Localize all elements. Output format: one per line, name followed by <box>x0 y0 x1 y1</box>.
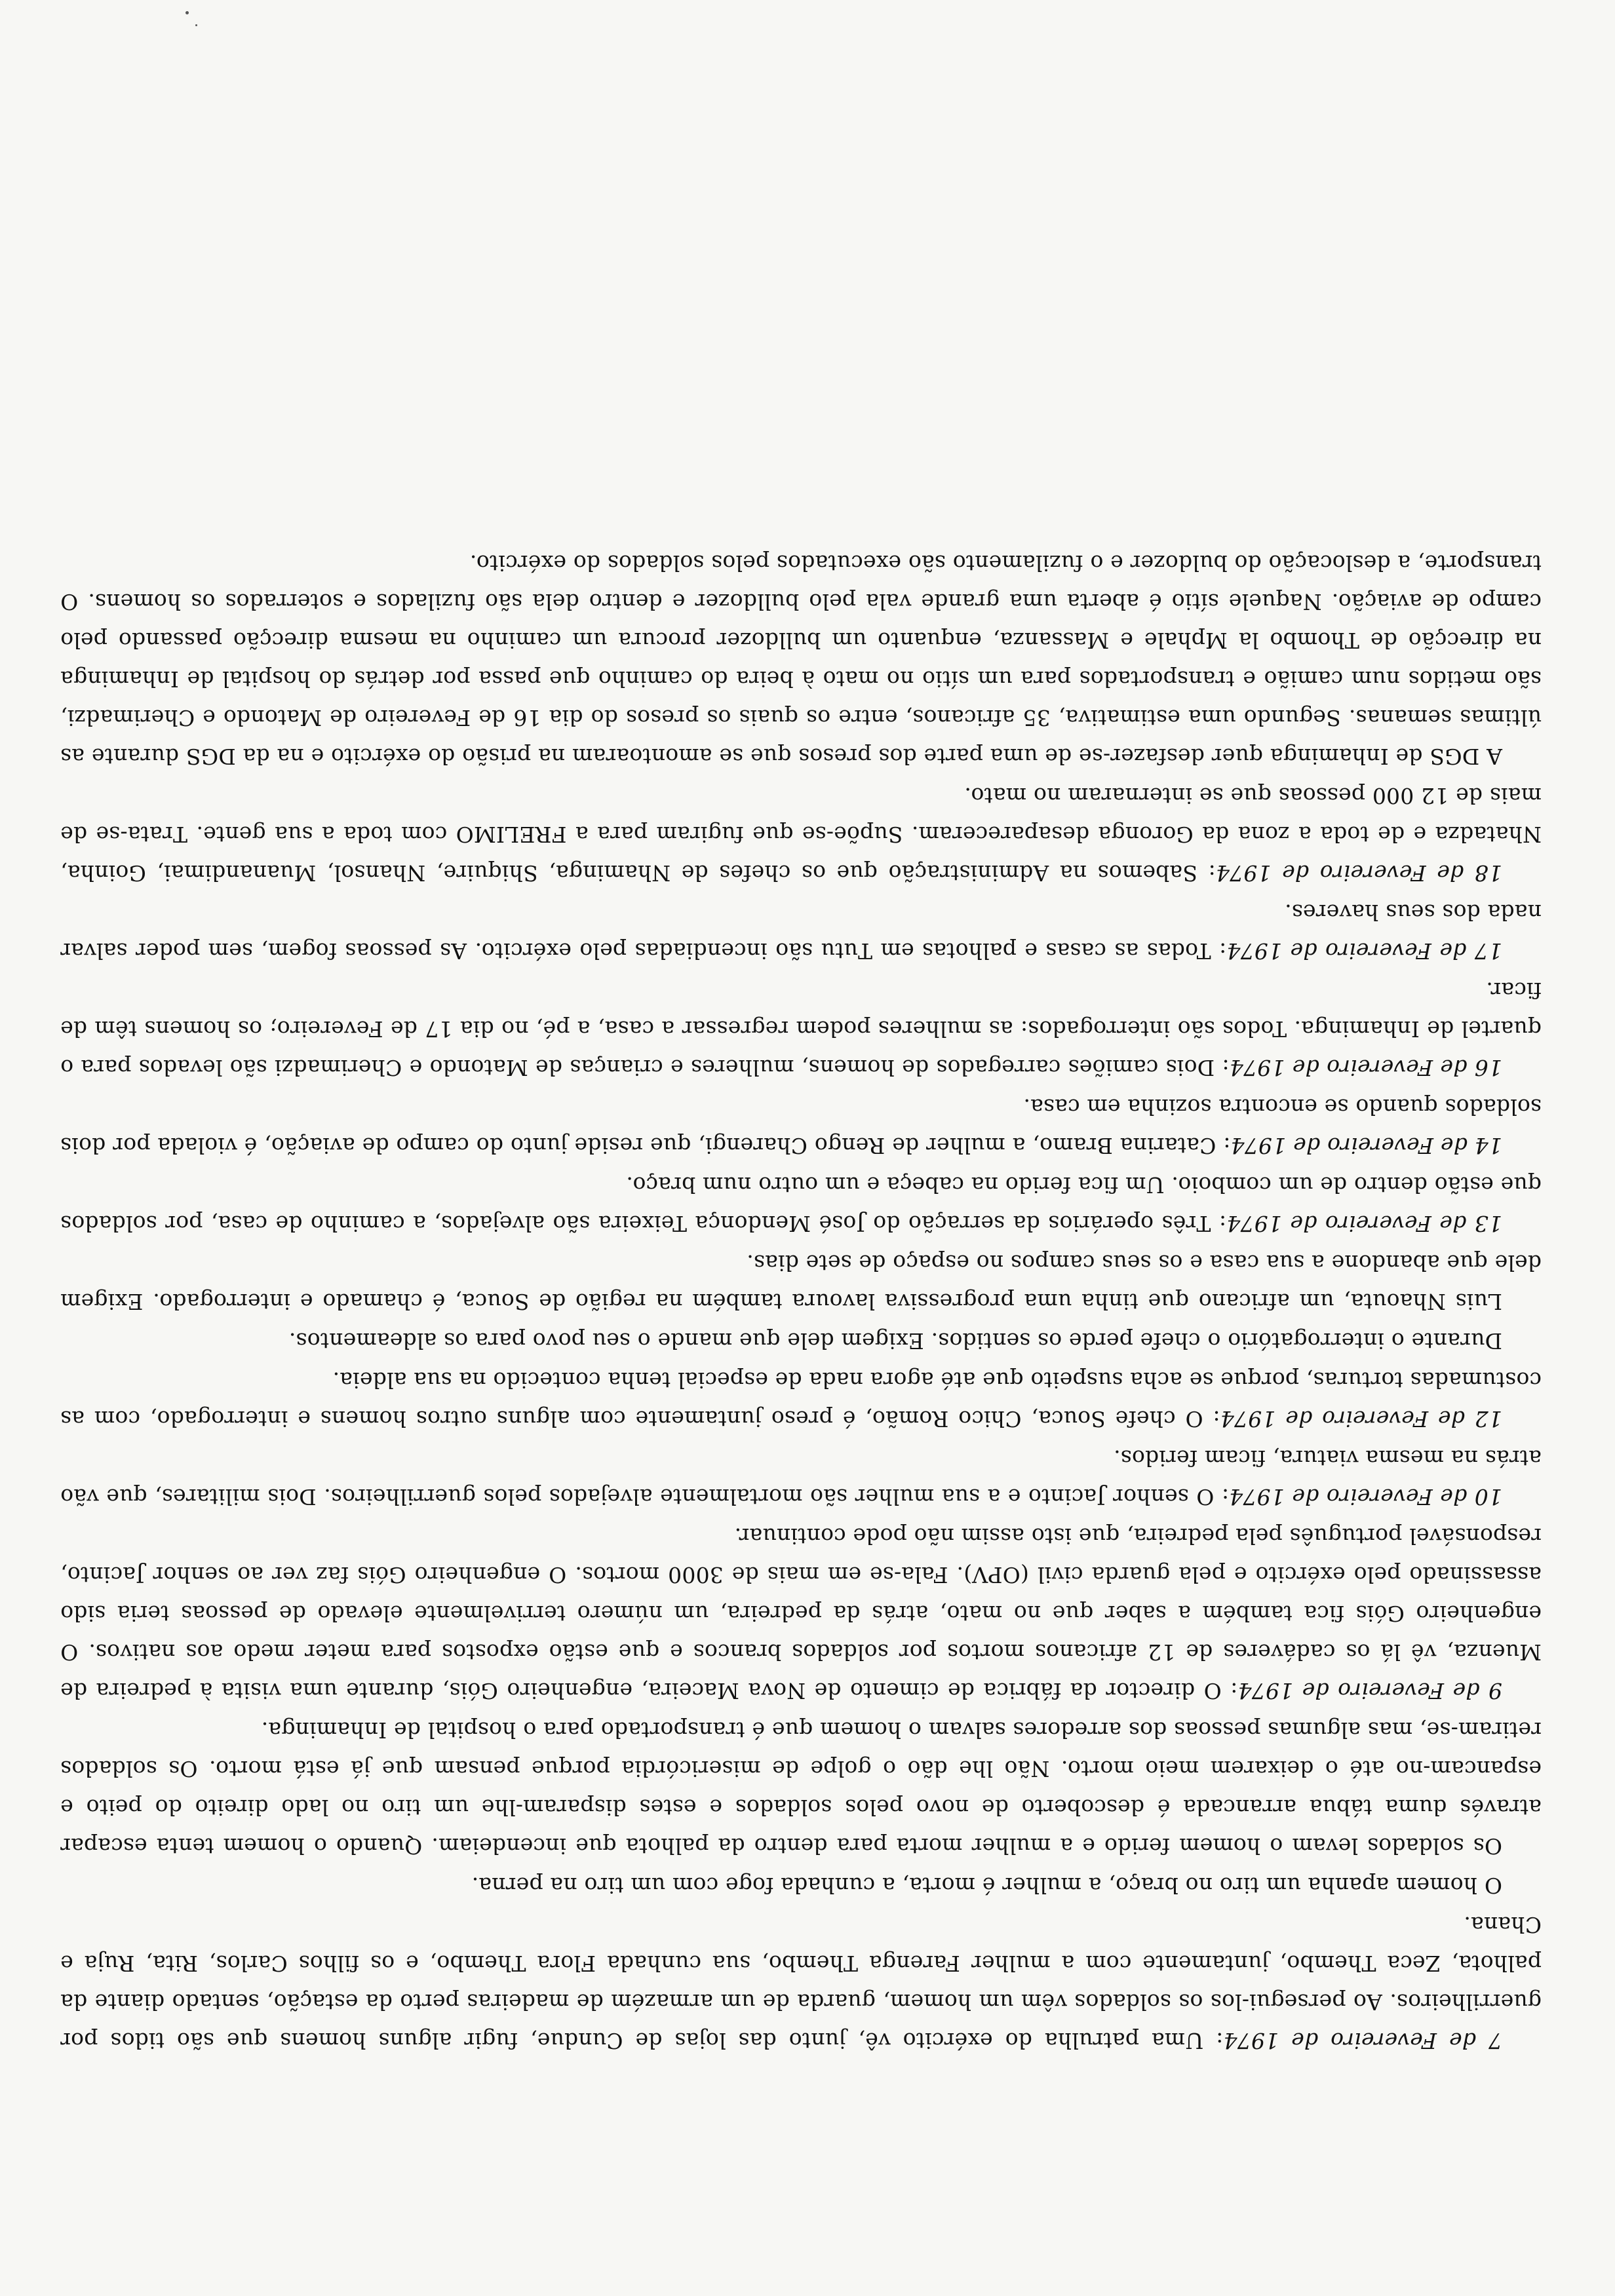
paragraph <box>60 1517 1542 1710</box>
scan-speck <box>195 24 197 26</box>
entry-date: 13 de Fevereiro de 1974 <box>1226 1211 1502 1236</box>
paragraph-text: : Uma patrulha do exército vê, junto das lojas de Cundue, fugir alguns homens que são tidos por guerrilheiros. Ao persegui-los os soldados vêm um homem, guarda de um armazém de madeiras perto da estação, sentado diante da palhota, Zeca Thembo, juntamente com a mulher Farenga Thembo, sua cunhada Flora Thembo, e os filhos Carlos, Rita, Ruja e Chana. <box>60 1912 1542 2054</box>
paragraph <box>60 1244 1542 1321</box>
paragraph-text: : Catarina Bramo, a mulher de Rengo Charengi, que reside junto do campo de aviação, é violada por dois soldados quando se encontra sozinha em casa. <box>60 1094 1542 1158</box>
paragraph <box>60 1711 1542 1866</box>
paragraph-text: O homem apanha um tiro no braço, a mulher é morta, a cunhada foge com um tiro na perna. <box>471 1873 1502 1898</box>
paragraph <box>60 1905 1542 2060</box>
entry-date: 17 de Fevereiro de 1974 <box>1226 938 1502 964</box>
paragraph-text: : O senhor Jacinto e a sua mulher são mortalmente alvejados pelos guerrilheiros. Dois militares, que vão atrás na mesma viatura, ficam feridos. <box>60 1445 1542 1510</box>
paragraph-text: : O director da fábrica de cimento de Nova Maceira, engenheiro Góis, durante uma visita à pedreira de Muenza, vê lá os cadáveres de 12 africanos mortos por soldados brancos e que estão expostos para meter medo aos nativos. O engenheiro Góis fica também a saber que no mato, atrás da pedreira, um número terrivelmente elevado de pessoas teria sido assassinado pelo exército e pela guarda civil (OPV). Fala-se em mais de 3000 mortos. O engenheiro Góis faz ver ao senhor Jacinto, responsável português pela pedreira, que isto assim não pode continuar. <box>60 1523 1542 1704</box>
paragraph-text: : O chefe Souca, Chico Romão, é preso juntamente com alguns outros homens e interrogado, com as costumadas torturas, porque se acha suspeito que até agora nada de especial tenha contecido na sua aldeia. <box>60 1368 1542 1432</box>
entry-date: 16 de Fevereiro de 1974 <box>1229 1055 1502 1081</box>
paragraph-text: : Todas as casas e palhotas em Tutu são incendiadas pelo exército. As pessoas fogem, sem poder salvar nada dos seus haveres. <box>60 900 1542 964</box>
paragraph <box>60 1361 1542 1438</box>
paragraph <box>60 1166 1542 1243</box>
paragraph <box>60 1439 1542 1516</box>
scan-speck <box>185 11 189 14</box>
paragraph <box>60 971 1542 1087</box>
paragraph-text: Durante o interrogatório o chefe perde os sentidos. Exigem dele que mande o seu povo para os aldeamentos. <box>288 1328 1502 1354</box>
document-body <box>60 543 1542 2060</box>
entry-date: 9 de Fevereiro de 1974 <box>1237 1678 1502 1704</box>
paragraph <box>60 1866 1542 1905</box>
paragraph <box>60 544 1542 776</box>
paragraph <box>60 1322 1542 1360</box>
paragraph-text: : Sabemos na Administração que os chefes de Nhaminga, Shiquire, Nhansol, Muanandimai, Goinha, Nhatadza e de toda a zona da Goronga desapareceram. Supõe-se que fugiram para a FRELIMO com toda a sua gente. Trata-se de mais de 12 000 pessoas que se internaram no mato. <box>60 783 1542 886</box>
entry-date: 14 de Fevereiro de 1974 <box>1230 1133 1502 1158</box>
paragraph-text: A DGS de Inhaminga quer desfazer-se de uma parte dos presos que se amontoaram na prisão do exército e na da DGS durante as últimas semanas. Segundo uma estimativa, 35 africanos, entre os quais os presos do dia 16 de Fevereiro de Matondo e Cherimadzi, são metidos num camião e transportados para um sítio no mato à beira do caminho que passa por detrás do hospital de Inhaminga na direcção de Thombo la Mphale e Massanza, enquanto um bulldozer procura um caminho na mesma direcção passando pelo campo de aviação. Naquele sítio é aberta uma grande vala pelo bulldozer e dentro dela são fuzilados e soterrados os homens. O transporte, a deslocação do buldozer e o fuzilamento são executados pelos soldados do exército. <box>60 550 1542 769</box>
paragraph-text: : Dois camiões carregados de homens, mulheres e crianças de Matondo e Cherimadzi são levados para o quartel de Inhaminga. Todos são interrogados: as mulheres podem regressar a casa, a pé, no dia 17 de Fevereiro; os homens têm de ficar. <box>60 978 1542 1081</box>
entry-date: 12 de Fevereiro de 1974 <box>1220 1406 1502 1432</box>
entry-date: 7 de Fevereiro de 1974 <box>1223 2028 1502 2054</box>
paragraph <box>60 776 1542 892</box>
paragraph-text: Luis Nhaouta, um africano que tinha uma progressiva lavoura também na região de Souca, é chamado e interrogado. Exigem dele que abandone a sua casa e os seus campos no espaço de sete dias. <box>60 1250 1542 1314</box>
paragraph-text: : Três operários da serração do José Mendonça Teixeira são alvejados, a caminho de casa, por soldados que estão dentro de um comboio. Um fica ferido na cabeça e um outro num braço. <box>60 1172 1542 1236</box>
entry-date: 10 de Fevereiro de 1974 <box>1229 1484 1502 1510</box>
paragraph <box>60 1088 1542 1165</box>
paragraph <box>60 893 1542 970</box>
paragraph-text: Os soldados levam o homem ferido e a mulher morta para dentro da palhota que incendeiam. Quando o homem tenta escapar através duma tábua arrancada é descoberto de novo pelos soldados e estes disparam-lhe um tiro no lado direito do peito e espancam-no até o deixarem meio morto. Não lhe dão o golpe de misericórdia porque pensam que já está morto. Os soldados retiram-se, mas algumas pessoas dos arredores salvam o homem que é transportado para o hospital de Inhaminga. <box>60 1717 1542 1859</box>
entry-date: 18 de Fevereiro de 1974 <box>1215 860 1502 886</box>
